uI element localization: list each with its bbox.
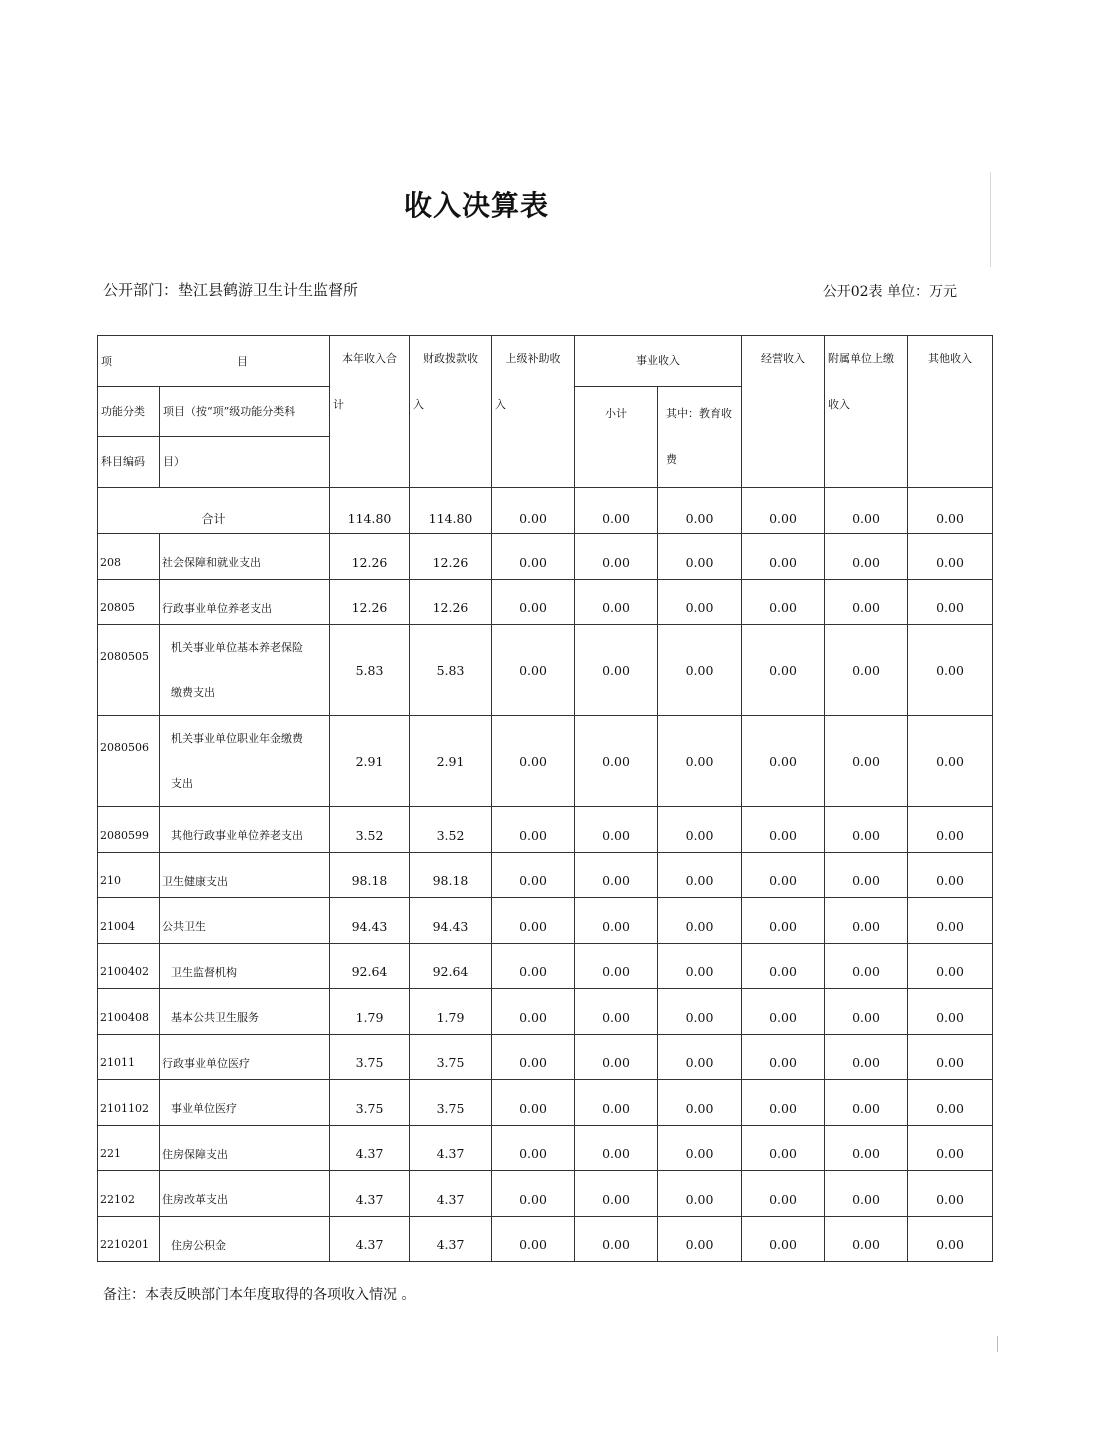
value-cell: 0.00 xyxy=(825,625,908,716)
header-affiliate: 附属单位上缴 收入 xyxy=(825,336,908,488)
value-cell: 0.00 xyxy=(658,1080,742,1126)
row-name-text: 社会保障和就业支出 xyxy=(162,556,261,570)
page-title: 收入决算表 xyxy=(403,189,549,222)
row-name xyxy=(160,534,330,580)
value-cell: 0.00 xyxy=(575,807,658,853)
table-row xyxy=(98,1125,993,1171)
value-cell: 3.75 xyxy=(410,1080,492,1126)
row-name-text: 机关事业单位基本养老保险 xyxy=(171,641,303,654)
header-business: 经营收入 xyxy=(742,336,825,488)
row-name xyxy=(160,1080,330,1126)
value-cell: 0.00 xyxy=(575,1034,658,1080)
value-cell: 0.00 xyxy=(742,1171,825,1217)
header-other: 其他收入 xyxy=(908,336,993,488)
row-name-text: 行政事业单位养老支出 xyxy=(162,601,272,615)
table-row xyxy=(98,716,993,807)
header-item: 项 目 xyxy=(98,336,330,387)
value-cell: 4.37 xyxy=(410,1171,492,1217)
sum-label: 合计 xyxy=(98,488,330,534)
value-cell: 3.75 xyxy=(330,1080,410,1126)
value-cell: 94.43 xyxy=(330,898,410,944)
value-cell: 0.00 xyxy=(908,1034,993,1080)
value-cell: 0.00 xyxy=(658,716,742,807)
value-cell: 0.00 xyxy=(908,898,993,944)
row-code: 2210201 xyxy=(98,1216,160,1262)
row-name-text: 基本公共卫生服务 xyxy=(171,1011,259,1025)
table-row-sum xyxy=(98,488,993,534)
value-cell: 0.00 xyxy=(492,625,575,716)
row-name xyxy=(160,852,330,898)
value-cell: 0.00 xyxy=(742,1080,825,1126)
row-name-text-2: 缴费支出 xyxy=(171,686,215,699)
sum-value-cell: 0.00 xyxy=(492,488,575,534)
table-body xyxy=(98,488,993,1262)
value-cell: 0.00 xyxy=(658,989,742,1035)
row-name-text: 行政事业单位医疗 xyxy=(162,1056,250,1070)
row-name xyxy=(160,1125,330,1171)
table-row xyxy=(98,898,993,944)
value-cell: 0.00 xyxy=(908,625,993,716)
value-cell: 0.00 xyxy=(908,579,993,625)
page-edge-tick xyxy=(997,1336,998,1352)
value-cell: 1.79 xyxy=(330,989,410,1035)
value-cell: 0.00 xyxy=(825,1171,908,1217)
row-name xyxy=(160,943,330,989)
table-row xyxy=(98,943,993,989)
value-cell: 0.00 xyxy=(492,1125,575,1171)
value-cell: 0.00 xyxy=(492,943,575,989)
value-cell: 0.00 xyxy=(742,716,825,807)
row-name xyxy=(160,1171,330,1217)
value-cell: 0.00 xyxy=(575,1125,658,1171)
row-name-text: 事业单位医疗 xyxy=(171,1102,237,1116)
value-cell: 0.00 xyxy=(658,534,742,580)
value-cell: 0.00 xyxy=(908,943,993,989)
row-code: 22102 xyxy=(98,1171,160,1217)
value-cell: 0.00 xyxy=(658,579,742,625)
table-header xyxy=(98,336,993,488)
value-cell: 0.00 xyxy=(575,625,658,716)
footnote: 备注：本表反映部门本年度取得的各项收入情况 。 xyxy=(103,1287,416,1303)
value-cell: 0.00 xyxy=(825,1125,908,1171)
table-row xyxy=(98,989,993,1035)
value-cell: 92.64 xyxy=(410,943,492,989)
value-cell: 0.00 xyxy=(575,943,658,989)
header-project-2: 目） xyxy=(160,437,330,488)
row-code: 21004 xyxy=(98,898,160,944)
value-cell: 0.00 xyxy=(492,1080,575,1126)
value-cell: 0.00 xyxy=(908,852,993,898)
value-cell: 0.00 xyxy=(742,1125,825,1171)
value-cell: 4.37 xyxy=(330,1216,410,1262)
row-code: 210 xyxy=(98,852,160,898)
row-name xyxy=(160,1216,330,1262)
value-cell: 3.75 xyxy=(410,1034,492,1080)
value-cell: 0.00 xyxy=(575,534,658,580)
header-total: 本年收入合 计 xyxy=(330,336,410,488)
value-cell: 12.26 xyxy=(330,579,410,625)
value-cell: 0.00 xyxy=(825,943,908,989)
value-cell: 3.52 xyxy=(410,807,492,853)
value-cell: 0.00 xyxy=(575,579,658,625)
value-cell: 0.00 xyxy=(825,898,908,944)
sum-value-cell: 0.00 xyxy=(742,488,825,534)
value-cell: 0.00 xyxy=(492,579,575,625)
value-cell: 12.26 xyxy=(410,534,492,580)
header-project: 项目（按“项”级功能分类科 xyxy=(160,387,330,437)
value-cell: 0.00 xyxy=(742,807,825,853)
value-cell: 0.00 xyxy=(825,1080,908,1126)
header-fiscal: 财政拨款收 入 xyxy=(410,336,492,488)
value-cell: 0.00 xyxy=(492,1171,575,1217)
value-cell: 92.64 xyxy=(330,943,410,989)
value-cell: 0.00 xyxy=(492,852,575,898)
value-cell: 0.00 xyxy=(492,807,575,853)
row-name xyxy=(160,579,330,625)
value-cell: 0.00 xyxy=(658,807,742,853)
header-func-code: 功能分类 xyxy=(98,387,160,437)
row-name-text: 其他行政事业单位养老支出 xyxy=(171,829,303,843)
row-name xyxy=(160,807,330,853)
row-name xyxy=(160,625,330,716)
row-name-text: 卫生健康支出 xyxy=(162,874,228,888)
row-code: 2100408 xyxy=(98,989,160,1035)
value-cell: 0.00 xyxy=(742,898,825,944)
value-cell: 0.00 xyxy=(658,625,742,716)
value-cell: 0.00 xyxy=(658,898,742,944)
row-name-text: 卫生监督机构 xyxy=(171,965,237,979)
header-career: 事业收入 xyxy=(575,336,742,387)
value-cell: 98.18 xyxy=(330,852,410,898)
row-code: 2080505 xyxy=(98,625,160,716)
value-cell: 0.00 xyxy=(575,1216,658,1262)
value-cell: 0.00 xyxy=(658,1171,742,1217)
value-cell: 0.00 xyxy=(908,989,993,1035)
value-cell: 0.00 xyxy=(908,534,993,580)
value-cell: 0.00 xyxy=(908,1125,993,1171)
value-cell: 0.00 xyxy=(658,1216,742,1262)
value-cell: 0.00 xyxy=(825,534,908,580)
value-cell: 0.00 xyxy=(825,579,908,625)
row-name xyxy=(160,898,330,944)
row-name-text: 住房公积金 xyxy=(171,1238,226,1252)
table-row xyxy=(98,625,993,716)
value-cell: 0.00 xyxy=(742,534,825,580)
value-cell: 4.37 xyxy=(330,1171,410,1217)
value-cell: 0.00 xyxy=(825,852,908,898)
unit-label: 公开02表 单位：万元 xyxy=(822,284,957,300)
row-name-text: 住房保障支出 xyxy=(162,1147,228,1161)
department-label: 公开部门：垫江县鹤游卫生计生监督所 xyxy=(103,281,359,299)
value-cell: 5.83 xyxy=(410,625,492,716)
page-edge-line xyxy=(990,172,991,267)
table-row xyxy=(98,1171,993,1217)
value-cell: 4.37 xyxy=(330,1125,410,1171)
row-code: 2100402 xyxy=(98,943,160,989)
value-cell: 0.00 xyxy=(825,716,908,807)
value-cell: 0.00 xyxy=(825,989,908,1035)
row-code: 21011 xyxy=(98,1034,160,1080)
value-cell: 3.75 xyxy=(330,1034,410,1080)
sum-value-cell: 114.80 xyxy=(330,488,410,534)
value-cell: 0.00 xyxy=(742,989,825,1035)
value-cell: 2.91 xyxy=(330,716,410,807)
table-row xyxy=(98,1034,993,1080)
header-edu: 其中：教育收 费 xyxy=(658,387,742,488)
value-cell: 0.00 xyxy=(742,852,825,898)
row-name-text-2: 支出 xyxy=(171,777,193,790)
value-cell: 0.00 xyxy=(742,579,825,625)
row-code: 2101102 xyxy=(98,1080,160,1126)
table-row xyxy=(98,579,993,625)
value-cell: 0.00 xyxy=(492,1034,575,1080)
header-superior: 上级补助收 入 xyxy=(492,336,575,488)
value-cell: 0.00 xyxy=(575,1171,658,1217)
income-table xyxy=(97,335,993,1262)
value-cell: 0.00 xyxy=(575,989,658,1035)
value-cell: 12.26 xyxy=(410,579,492,625)
value-cell: 0.00 xyxy=(825,1216,908,1262)
value-cell: 4.37 xyxy=(410,1125,492,1171)
table-row xyxy=(98,1080,993,1126)
row-code: 221 xyxy=(98,1125,160,1171)
header-subtotal: 小计 xyxy=(575,387,658,488)
table-row xyxy=(98,1216,993,1262)
row-name xyxy=(160,989,330,1035)
value-cell: 0.00 xyxy=(908,716,993,807)
value-cell: 0.00 xyxy=(908,1080,993,1126)
sum-value-cell: 0.00 xyxy=(908,488,993,534)
table-row xyxy=(98,534,993,580)
value-cell: 0.00 xyxy=(492,1216,575,1262)
value-cell: 3.52 xyxy=(330,807,410,853)
value-cell: 98.18 xyxy=(410,852,492,898)
row-name-text: 机关事业单位职业年金缴费 xyxy=(171,732,303,745)
value-cell: 1.79 xyxy=(410,989,492,1035)
value-cell: 0.00 xyxy=(575,852,658,898)
value-cell: 0.00 xyxy=(575,1080,658,1126)
value-cell: 0.00 xyxy=(742,625,825,716)
row-code: 208 xyxy=(98,534,160,580)
value-cell: 0.00 xyxy=(908,1216,993,1262)
value-cell: 0.00 xyxy=(825,807,908,853)
value-cell: 4.37 xyxy=(410,1216,492,1262)
value-cell: 0.00 xyxy=(658,943,742,989)
value-cell: 12.26 xyxy=(330,534,410,580)
value-cell: 94.43 xyxy=(410,898,492,944)
value-cell: 0.00 xyxy=(492,989,575,1035)
sum-value-cell: 0.00 xyxy=(575,488,658,534)
row-code: 2080599 xyxy=(98,807,160,853)
value-cell: 0.00 xyxy=(742,943,825,989)
value-cell: 0.00 xyxy=(492,898,575,944)
row-name xyxy=(160,716,330,807)
value-cell: 0.00 xyxy=(825,1034,908,1080)
sum-value-cell: 0.00 xyxy=(658,488,742,534)
header-func-code-2: 科目编码 xyxy=(98,437,160,488)
row-name-text: 住房改革支出 xyxy=(162,1193,228,1207)
value-cell: 0.00 xyxy=(492,534,575,580)
row-code: 2080506 xyxy=(98,716,160,807)
row-code: 20805 xyxy=(98,579,160,625)
value-cell: 5.83 xyxy=(330,625,410,716)
table-row xyxy=(98,852,993,898)
value-cell: 2.91 xyxy=(410,716,492,807)
value-cell: 0.00 xyxy=(658,852,742,898)
value-cell: 0.00 xyxy=(658,1034,742,1080)
value-cell: 0.00 xyxy=(908,1171,993,1217)
value-cell: 0.00 xyxy=(908,807,993,853)
row-name-text: 公共卫生 xyxy=(162,920,206,934)
value-cell: 0.00 xyxy=(492,716,575,807)
value-cell: 0.00 xyxy=(575,716,658,807)
value-cell: 0.00 xyxy=(575,898,658,944)
row-name xyxy=(160,1034,330,1080)
table-row xyxy=(98,807,993,853)
value-cell: 0.00 xyxy=(742,1034,825,1080)
value-cell: 0.00 xyxy=(742,1216,825,1262)
value-cell: 0.00 xyxy=(658,1125,742,1171)
sum-value-cell: 0.00 xyxy=(825,488,908,534)
sum-value-cell: 114.80 xyxy=(410,488,492,534)
